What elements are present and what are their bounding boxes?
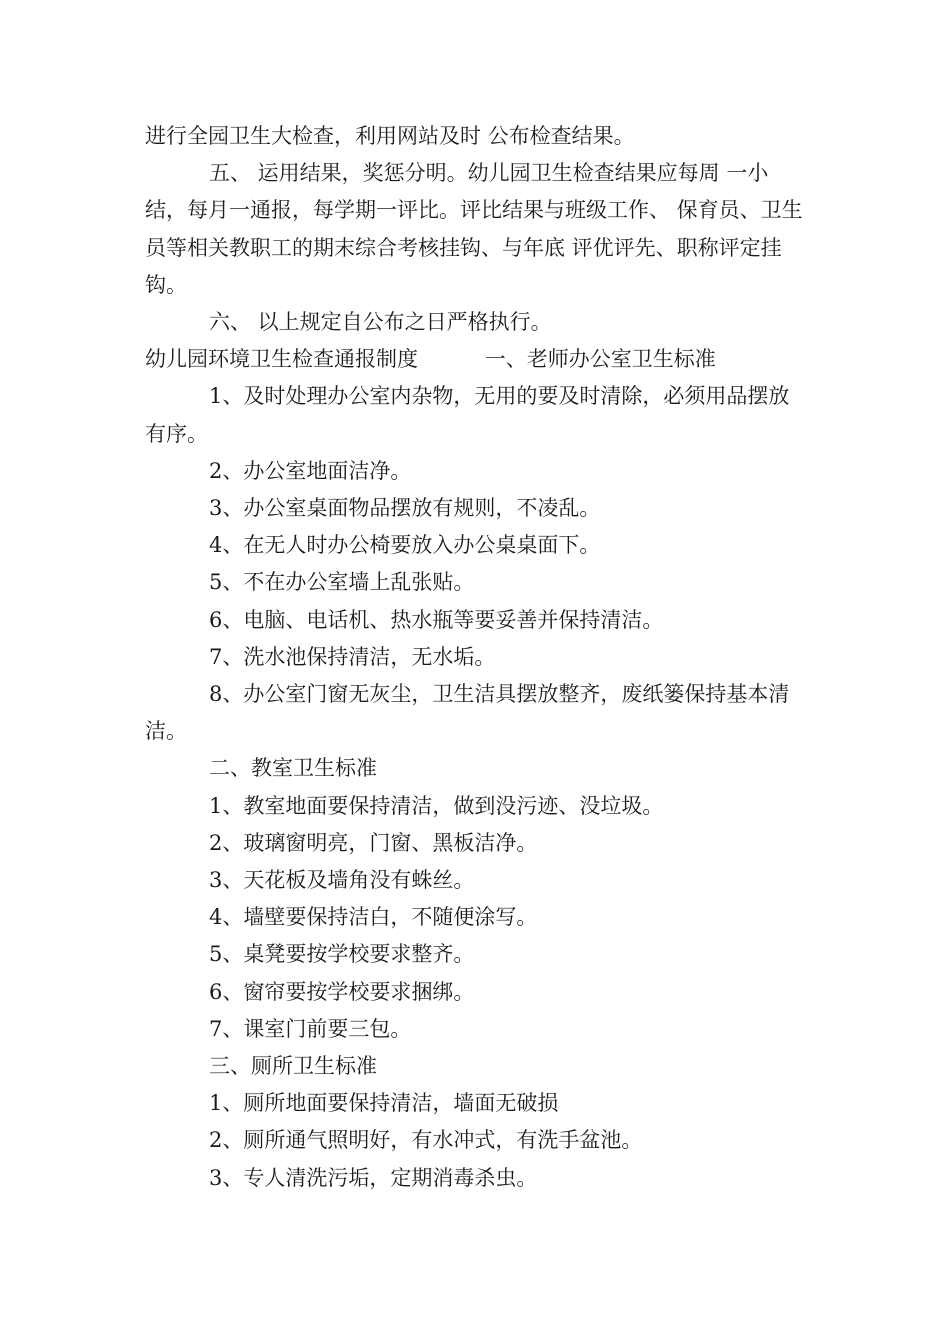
classroom-standard-item-5: 5、桌凳要按学校要求整齐。 xyxy=(209,942,475,967)
office-standard-item-3: 3、办公室桌面物品摆放有规则，不凌乱。 xyxy=(209,496,601,521)
paragraph-section-five: 五、 运用结果，奖惩分明。幼儿园卫生检查结果应每周 一小结，每月一通报，每学期一评比。评比结果与班级工作、 保育员、卫生员等相关教职工的期末综合考核挂钩、与年底 评优评先、职称评定挂钩。 xyxy=(145,161,803,297)
toilet-standard-heading: 三、厕所卫生标准 xyxy=(209,1054,377,1079)
paragraph-inspection-results: 进行全园卫生大检查，利用网站及时 公布检查结果。 xyxy=(145,124,635,148)
document-title-row: 幼儿园环境卫生检查通报制度 一、老师办公室卫生标准 xyxy=(145,347,716,372)
office-standard-item-7: 7、洗水池保持清洁，无水垢。 xyxy=(209,644,496,669)
classroom-standard-item-3: 3、天花板及墙角没有蛛丝。 xyxy=(209,868,475,893)
toilet-standard-item-2: 2、厕所通气照明好，有水冲式，有洗手盆池。 xyxy=(209,1128,643,1153)
toilet-standard-item-1: 1、厕所地面要保持清洁，墙面无破损 xyxy=(209,1091,559,1116)
classroom-standard-heading: 二、教室卫生标准 xyxy=(209,756,377,781)
office-standard-item-2: 2、办公室地面洁净。 xyxy=(209,458,412,483)
paragraph-section-six: 六、 以上规定自公布之日严格执行。 xyxy=(209,310,552,335)
classroom-standard-item-6: 6、窗帘要按学校要求捆绑。 xyxy=(209,979,475,1004)
classroom-standard-item-4: 4、墙壁要保持洁白，不随便涂写。 xyxy=(209,905,538,930)
toilet-standard-item-3: 3、专人清洗污垢，定期消毒杀虫。 xyxy=(209,1165,538,1190)
classroom-standard-item-7: 7、课室门前要三包。 xyxy=(209,1016,412,1041)
classroom-standard-item-2: 2、玻璃窗明亮，门窗、黑板洁净。 xyxy=(209,830,538,855)
office-standard-item-4: 4、在无人时办公椅要放入办公桌桌面下。 xyxy=(209,533,601,558)
office-standard-item-8: 8、办公室门窗无灰尘，卫生洁具摆放整齐，废纸篓保持基本清洁。 xyxy=(145,682,790,744)
office-standard-item-5: 5、不在办公室墙上乱张贴。 xyxy=(209,570,475,595)
document-body xyxy=(145,118,810,1197)
classroom-standard-item-1: 1、教室地面要保持清洁，做到没污迹、没垃圾。 xyxy=(209,793,664,818)
office-standard-item-1: 1、及时处理办公室内杂物，无用的要及时清除，必须用品摆放有序。 xyxy=(145,384,790,446)
office-standard-item-6: 6、电脑、电话机、热水瓶等要妥善并保持清洁。 xyxy=(209,607,664,632)
